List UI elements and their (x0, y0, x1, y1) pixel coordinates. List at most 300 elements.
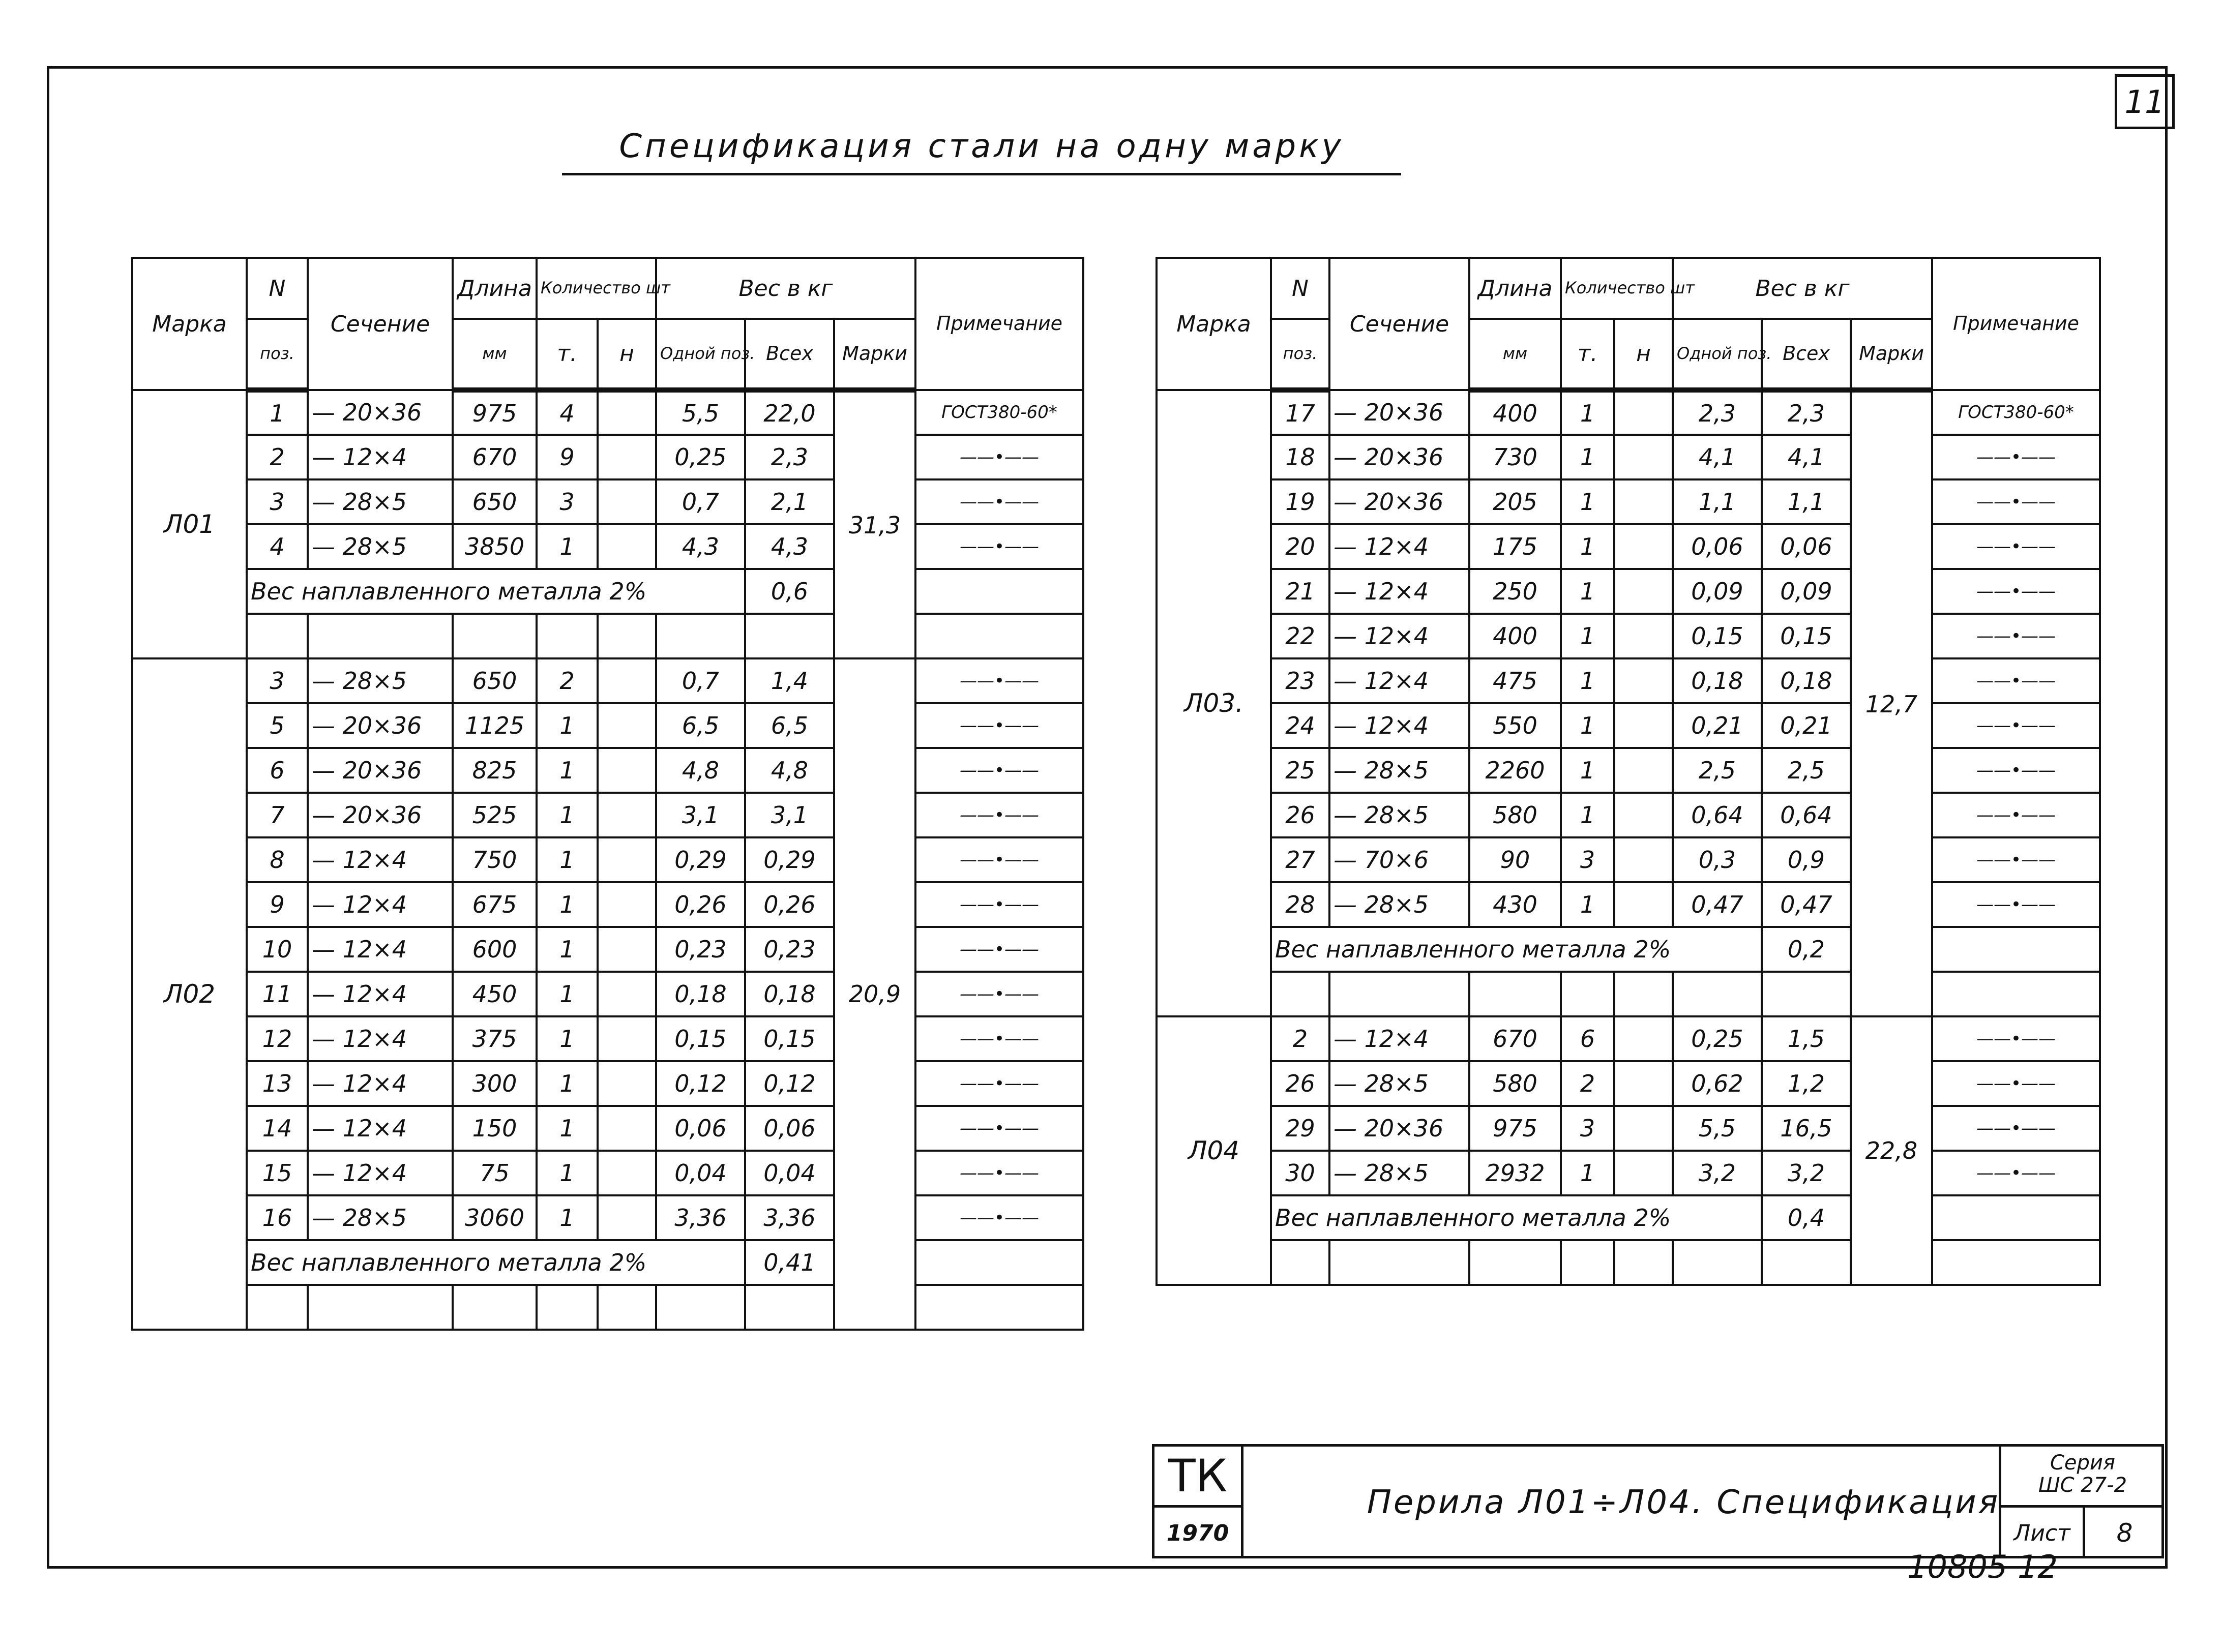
vseh-cell: 3,1 (745, 793, 834, 837)
vseh-cell: 0,09 (1762, 569, 1851, 614)
empty-cell (1673, 972, 1762, 1016)
n-cell (598, 524, 656, 569)
note-cell: ——•—— (915, 1195, 1083, 1240)
empty-cell (1469, 1240, 1561, 1285)
table-row (1157, 1016, 2100, 1061)
odnoi-cell: 0,64 (1673, 793, 1762, 837)
odnoi-cell: 4,3 (656, 524, 745, 569)
note-cell: ——•—— (1932, 1016, 2100, 1061)
table-row (1157, 479, 2100, 524)
col-kolichestvo: Количество шт (537, 258, 656, 319)
vseh-cell: 1,5 (1762, 1016, 1851, 1061)
poz-cell: 11 (247, 972, 308, 1016)
dlina-cell: 430 (1469, 882, 1561, 927)
odnoi-cell: 0,18 (1673, 658, 1762, 703)
odnoi-cell: 0,15 (656, 1016, 745, 1061)
note-cell: ——•—— (915, 882, 1083, 927)
dlina-cell: 650 (453, 658, 537, 703)
sechenie-cell: — 28×5 (1329, 793, 1469, 837)
mark-weight-cell: 12,7 (1851, 390, 1932, 1016)
dlina-cell: 2260 (1469, 748, 1561, 793)
vseh-cell: 0,21 (1762, 703, 1851, 748)
vseh-cell: 0,9 (1762, 837, 1851, 882)
n-cell (1614, 837, 1673, 882)
n-cell (1614, 1151, 1673, 1195)
t-cell: 1 (1561, 1151, 1614, 1195)
note-cell: ——•—— (915, 1151, 1083, 1195)
sechenie-cell: — 12×4 (308, 1016, 453, 1061)
n-cell (598, 1195, 656, 1240)
col-marka: Марка (132, 258, 247, 390)
poz-cell: 3 (247, 479, 308, 524)
stamp-name: Перила Л01÷Л04. Спецификация (1367, 1484, 2000, 1521)
dlina-cell: 730 (1469, 435, 1561, 479)
note-cell: ——•—— (915, 658, 1083, 703)
note-cell: ——•—— (1932, 1106, 2100, 1151)
vseh-cell: 0,12 (745, 1061, 834, 1106)
sechenie-cell: — 12×4 (1329, 703, 1469, 748)
vseh-cell: 0,64 (1762, 793, 1851, 837)
t-cell: 1 (1561, 748, 1614, 793)
t-cell: 1 (1561, 793, 1614, 837)
n-cell (1614, 435, 1673, 479)
poz-cell: 18 (1271, 435, 1329, 479)
vseh-cell: 0,29 (745, 837, 834, 882)
weld-label: Вес наплавленного металла 2% (1271, 927, 1762, 972)
col-ves: Вес в кг (656, 258, 915, 319)
dlina-cell: 3850 (453, 524, 537, 569)
dlina-cell: 750 (453, 837, 537, 882)
dlina-cell: 400 (1469, 390, 1561, 435)
odnoi-cell: 3,2 (1673, 1151, 1762, 1195)
col-mm: мм (1469, 319, 1561, 390)
inventory-number: 10805 12 (1907, 1548, 2058, 1585)
t-cell: 1 (537, 1016, 598, 1061)
n-cell (1614, 703, 1673, 748)
col-dlina: Длина (453, 258, 537, 319)
mark-weight-cell: 20,9 (834, 658, 915, 1330)
empty-row (1157, 972, 2100, 1016)
vseh-cell: 2,3 (745, 435, 834, 479)
t-cell: 1 (1561, 479, 1614, 524)
empty-cell (1271, 972, 1329, 1016)
sechenie-cell: — 12×4 (1329, 658, 1469, 703)
poz-cell: 14 (247, 1106, 308, 1151)
dlina-cell: 250 (1469, 569, 1561, 614)
note-cell: ——•—— (1932, 1151, 2100, 1195)
odnoi-cell: 0,23 (656, 927, 745, 972)
odnoi-cell: 0,06 (656, 1106, 745, 1151)
n-cell (598, 1016, 656, 1061)
odnoi-cell: 0,25 (1673, 1016, 1762, 1061)
empty-cell (1673, 1240, 1762, 1285)
poz-cell: 19 (1271, 479, 1329, 524)
sechenie-cell: — 12×4 (1329, 614, 1469, 658)
table-row (132, 703, 1083, 748)
poz-cell: 6 (247, 748, 308, 793)
n-cell (598, 658, 656, 703)
col-vseh: Всех (1762, 319, 1851, 390)
empty-cell (308, 614, 453, 658)
col-primechanie: Примечание (915, 258, 1083, 390)
dlina-cell: 670 (1469, 1016, 1561, 1061)
dlina-cell: 90 (1469, 837, 1561, 882)
n-cell (1614, 793, 1673, 837)
col-n-sub: н (598, 319, 656, 390)
vseh-cell: 1,1 (1762, 479, 1851, 524)
empty-cell (308, 1285, 453, 1330)
weld-label: Вес наплавленного металла 2% (247, 1240, 745, 1285)
t-cell: 1 (1561, 390, 1614, 435)
empty-cell (1762, 1240, 1851, 1285)
note-cell: ——•—— (915, 1016, 1083, 1061)
odnoi-cell: 6,5 (656, 703, 745, 748)
t-cell: 1 (1561, 569, 1614, 614)
col-mm: мм (453, 319, 537, 390)
odnoi-cell: 0,29 (656, 837, 745, 882)
table-row (132, 837, 1083, 882)
stamp-list-value: 8 (2116, 1518, 2133, 1548)
table-row (1157, 569, 2100, 614)
empty-cell (537, 614, 598, 658)
table-row (1157, 614, 2100, 658)
t-cell: 1 (537, 1195, 598, 1240)
sechenie-cell: — 12×4 (1329, 524, 1469, 569)
vseh-cell: 3,36 (745, 1195, 834, 1240)
note-cell: ——•—— (1932, 524, 2100, 569)
table-row (132, 1106, 1083, 1151)
sechenie-cell: — 12×4 (308, 972, 453, 1016)
sechenie-cell: — 20×36 (1329, 1106, 1469, 1151)
note-cell: ——•—— (915, 479, 1083, 524)
empty-cell (537, 1285, 598, 1330)
odnoi-cell: 0,47 (1673, 882, 1762, 927)
table-row (132, 882, 1083, 927)
note-cell: ——•—— (1932, 658, 2100, 703)
n-cell (598, 390, 656, 435)
t-cell: 1 (1561, 658, 1614, 703)
poz-cell: 30 (1271, 1151, 1329, 1195)
odnoi-cell: 0,7 (656, 658, 745, 703)
table-row (1157, 1151, 2100, 1195)
empty-cell (1614, 1240, 1673, 1285)
n-cell (598, 882, 656, 927)
t-cell: 1 (1561, 614, 1614, 658)
odnoi-cell: 0,04 (656, 1151, 745, 1195)
n-cell (1614, 390, 1673, 435)
vseh-cell: 0,15 (1762, 614, 1851, 658)
sechenie-cell: — 28×5 (308, 479, 453, 524)
dlina-cell: 975 (453, 390, 537, 435)
dlina-cell: 450 (453, 972, 537, 1016)
vseh-cell: 22,0 (745, 390, 834, 435)
odnoi-cell: 4,1 (1673, 435, 1762, 479)
note-cell: ——•—— (915, 435, 1083, 479)
sechenie-cell: — 20×36 (1329, 390, 1469, 435)
table-row (1157, 658, 2100, 703)
empty-cell (915, 614, 1083, 658)
vseh-cell: 16,5 (1762, 1106, 1851, 1151)
poz-cell: 7 (247, 793, 308, 837)
sechenie-cell: — 20×36 (1329, 435, 1469, 479)
note-cell: ——•—— (1932, 703, 2100, 748)
poz-cell: 5 (247, 703, 308, 748)
poz-cell: 28 (1271, 882, 1329, 927)
weld-value: 0,2 (1762, 927, 1851, 972)
empty-row (1157, 1240, 2100, 1285)
dlina-cell: 375 (453, 1016, 537, 1061)
col-dlina: Длина (1469, 258, 1561, 319)
poz-cell: 17 (1271, 390, 1329, 435)
n-cell (598, 703, 656, 748)
vseh-cell: 0,04 (745, 1151, 834, 1195)
note-cell: ——•—— (915, 1061, 1083, 1106)
empty-cell (656, 1285, 745, 1330)
dlina-cell: 3060 (453, 1195, 537, 1240)
odnoi-cell: 0,09 (1673, 569, 1762, 614)
empty-cell (1932, 972, 2100, 1016)
weld-value: 0,4 (1762, 1195, 1851, 1240)
odnoi-cell: 3,36 (656, 1195, 745, 1240)
poz-cell: 29 (1271, 1106, 1329, 1151)
col-odnoi-poz: Одной поз. (656, 319, 745, 390)
poz-cell: 22 (1271, 614, 1329, 658)
n-cell (1614, 1016, 1673, 1061)
empty-cell (247, 614, 308, 658)
poz-cell: 25 (1271, 748, 1329, 793)
note-cell: ——•—— (1932, 614, 2100, 658)
table-row (1157, 435, 2100, 479)
col-n: N (1271, 258, 1329, 319)
sechenie-cell: — 28×5 (308, 1195, 453, 1240)
odnoi-cell: 0,62 (1673, 1061, 1762, 1106)
col-n: N (247, 258, 308, 319)
poz-cell: 15 (247, 1151, 308, 1195)
vseh-cell: 0,26 (745, 882, 834, 927)
weld-note (1932, 1195, 2100, 1240)
table-row (132, 390, 1083, 435)
empty-cell (1271, 1240, 1329, 1285)
odnoi-cell: 0,06 (1673, 524, 1762, 569)
note-cell: ——•—— (915, 748, 1083, 793)
sechenie-cell: — 28×5 (1329, 1151, 1469, 1195)
odnoi-cell: 0,15 (1673, 614, 1762, 658)
right-spec-table (1156, 257, 2101, 1286)
col-poz: поз. (1271, 319, 1329, 390)
empty-cell (1614, 972, 1673, 1016)
t-cell: 1 (537, 837, 598, 882)
empty-row (132, 614, 1083, 658)
weld-value: 0,6 (745, 569, 834, 614)
dlina-cell: 300 (453, 1061, 537, 1106)
stamp-series-label: Серия (2050, 1451, 2115, 1475)
mark-cell: Л01 (132, 390, 247, 658)
table-row (132, 1061, 1083, 1106)
empty-cell (745, 614, 834, 658)
vseh-cell: 4,8 (745, 748, 834, 793)
col-kolichestvo: Количество шт (1561, 258, 1673, 319)
dlina-cell: 75 (453, 1151, 537, 1195)
col-vseh: Всех (745, 319, 834, 390)
table-row (1157, 748, 2100, 793)
t-cell: 1 (537, 927, 598, 972)
dlina-cell: 670 (453, 435, 537, 479)
vseh-cell: 2,3 (1762, 390, 1851, 435)
poz-cell: 2 (1271, 1016, 1329, 1061)
stamp-series (1999, 1447, 2164, 1508)
empty-cell (1329, 1240, 1469, 1285)
note-cell: ——•—— (915, 703, 1083, 748)
n-cell (1614, 658, 1673, 703)
empty-cell (915, 1285, 1083, 1330)
n-cell (1614, 479, 1673, 524)
sechenie-cell: — 20×36 (308, 703, 453, 748)
odnoi-cell: 0,21 (1673, 703, 1762, 748)
sechenie-cell: — 28×5 (308, 524, 453, 569)
sechenie-cell: — 12×4 (1329, 1016, 1469, 1061)
table-row (1157, 837, 2100, 882)
empty-cell (598, 614, 656, 658)
table-row (132, 1016, 1083, 1061)
n-cell (598, 479, 656, 524)
empty-cell (1762, 972, 1851, 1016)
odnoi-cell: 3,1 (656, 793, 745, 837)
left-spec-table (131, 257, 1084, 1331)
n-cell (1614, 1061, 1673, 1106)
poz-cell: 1 (247, 390, 308, 435)
vseh-cell: 0,06 (745, 1106, 834, 1151)
t-cell: 1 (537, 524, 598, 569)
col-ves: Вес в кг (1673, 258, 1932, 319)
dlina-cell: 825 (453, 748, 537, 793)
dlina-cell: 975 (1469, 1106, 1561, 1151)
table-row (1157, 882, 2100, 927)
weld-note (1932, 927, 2100, 972)
stamp-series-value: ШС 27-2 (2038, 1474, 2127, 1497)
mark-cell: Л02 (132, 658, 247, 1330)
vseh-cell: 4,3 (745, 524, 834, 569)
n-cell (1614, 1106, 1673, 1151)
table-row (132, 793, 1083, 837)
note-cell: ——•—— (1932, 569, 2100, 614)
t-cell: 1 (1561, 524, 1614, 569)
vseh-cell: 0,47 (1762, 882, 1851, 927)
table-row (132, 524, 1083, 569)
sechenie-cell: — 12×4 (308, 1106, 453, 1151)
sechenie-cell: — 12×4 (308, 837, 453, 882)
vseh-cell: 2,1 (745, 479, 834, 524)
odnoi-cell: 4,8 (656, 748, 745, 793)
poz-cell: 24 (1271, 703, 1329, 748)
dlina-cell: 650 (453, 479, 537, 524)
table-row (1157, 390, 2100, 435)
col-marka: Марка (1157, 258, 1271, 390)
table-row (132, 435, 1083, 479)
t-cell: 1 (537, 882, 598, 927)
t-cell: 1 (537, 972, 598, 1016)
n-cell (598, 748, 656, 793)
sechenie-cell: — 12×4 (1329, 569, 1469, 614)
col-t: т. (1561, 319, 1614, 390)
n-cell (598, 1061, 656, 1106)
dlina-cell: 2932 (1469, 1151, 1561, 1195)
poz-cell: 21 (1271, 569, 1329, 614)
t-cell: 1 (537, 1106, 598, 1151)
t-cell: 6 (1561, 1016, 1614, 1061)
t-cell: 2 (537, 658, 598, 703)
note-cell: ——•—— (915, 927, 1083, 972)
poz-cell: 8 (247, 837, 308, 882)
poz-cell: 4 (247, 524, 308, 569)
dlina-cell: 525 (453, 793, 537, 837)
odnoi-cell: 2,3 (1673, 390, 1762, 435)
sechenie-cell: — 28×5 (1329, 748, 1469, 793)
n-cell (598, 972, 656, 1016)
n-cell (598, 927, 656, 972)
sechenie-cell: — 20×36 (308, 390, 453, 435)
dlina-cell: 580 (1469, 793, 1561, 837)
vseh-cell: 0,23 (745, 927, 834, 972)
note-cell: ——•—— (915, 524, 1083, 569)
note-cell: ——•—— (915, 837, 1083, 882)
empty-cell (598, 1285, 656, 1330)
poz-cell: 13 (247, 1061, 308, 1106)
weld-row (1157, 927, 2100, 972)
n-cell (1614, 614, 1673, 658)
odnoi-cell: 0,26 (656, 882, 745, 927)
odnoi-cell: 0,7 (656, 479, 745, 524)
note-cell: ——•—— (1932, 748, 2100, 793)
weld-note (915, 1240, 1083, 1285)
table-row (1157, 524, 2100, 569)
vseh-cell: 6,5 (745, 703, 834, 748)
sechenie-cell: — 28×5 (1329, 1061, 1469, 1106)
t-cell: 1 (537, 1151, 598, 1195)
t-cell: 9 (537, 435, 598, 479)
table-row (1157, 793, 2100, 837)
poz-cell: 23 (1271, 658, 1329, 703)
t-cell: 2 (1561, 1061, 1614, 1106)
note-cell: ——•—— (1932, 479, 2100, 524)
odnoi-cell: 0,18 (656, 972, 745, 1016)
n-cell (1614, 569, 1673, 614)
mark-cell: Л04 (1157, 1016, 1271, 1285)
table-row (132, 479, 1083, 524)
weld-row (132, 1240, 1083, 1285)
note-cell: ——•—— (915, 793, 1083, 837)
vseh-cell: 4,1 (1762, 435, 1851, 479)
odnoi-cell: 1,1 (1673, 479, 1762, 524)
dlina-cell: 175 (1469, 524, 1561, 569)
note-cell: ——•—— (1932, 793, 2100, 837)
weld-row (1157, 1195, 2100, 1240)
dlina-cell: 580 (1469, 1061, 1561, 1106)
col-primechanie: Примечание (1932, 258, 2100, 390)
col-sechenie: Сечение (308, 258, 453, 390)
mark-weight-cell: 31,3 (834, 390, 915, 658)
sechenie-cell: — 28×5 (308, 658, 453, 703)
weld-label: Вес наплавленного металла 2% (247, 569, 745, 614)
dlina-cell: 400 (1469, 614, 1561, 658)
sechenie-cell: — 12×4 (308, 1061, 453, 1106)
note-cell: ——•—— (1932, 837, 2100, 882)
note-cell: ГОСТ380-60* (915, 390, 1083, 435)
vseh-cell: 0,18 (745, 972, 834, 1016)
poz-cell: 20 (1271, 524, 1329, 569)
t-cell: 4 (537, 390, 598, 435)
odnoi-cell: 5,5 (1673, 1106, 1762, 1151)
table-row (132, 927, 1083, 972)
